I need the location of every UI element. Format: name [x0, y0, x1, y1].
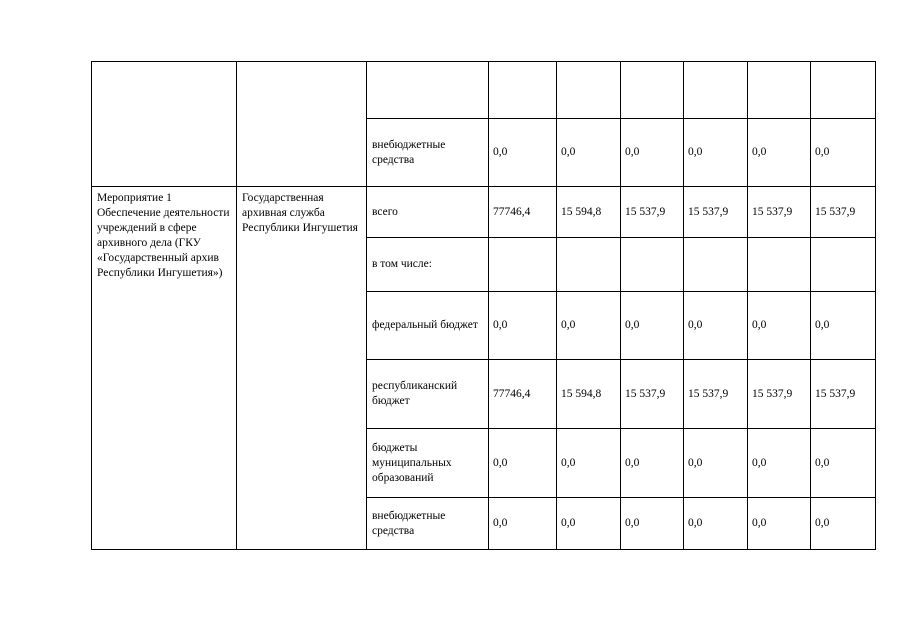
value-cell: 15 537,9 [621, 187, 684, 238]
value-cell: 0,0 [748, 498, 811, 550]
value-cell [684, 62, 748, 119]
continuation-source-cell [367, 62, 489, 119]
funding-source-label: всего [367, 187, 489, 238]
value-cell: 0,0 [684, 292, 748, 360]
value-cell [489, 62, 557, 119]
value-cell: 0,0 [557, 429, 621, 498]
value-cell: 15 594,8 [557, 360, 621, 429]
value-cell: 0,0 [748, 119, 811, 187]
funding-table [91, 61, 876, 550]
funding-source-label: федеральный бюджет [367, 292, 489, 360]
funding-source-label: в том числе: [367, 238, 489, 292]
value-cell: 0,0 [684, 498, 748, 550]
value-cell: 0,0 [811, 498, 876, 550]
value-cell: 77746,4 [489, 187, 557, 238]
value-cell: 15 537,9 [748, 360, 811, 429]
continuation-blank-row [92, 62, 876, 119]
value-cell: 0,0 [748, 429, 811, 498]
executor-cell: Государственная архивная служба Республики Ингушетия [237, 187, 367, 550]
value-cell [748, 238, 811, 292]
value-cell: 15 537,9 [684, 360, 748, 429]
value-cell [811, 238, 876, 292]
value-cell [684, 238, 748, 292]
value-cell: 0,0 [621, 498, 684, 550]
value-cell: 0,0 [557, 292, 621, 360]
value-cell: 0,0 [489, 119, 557, 187]
value-cell: 77746,4 [489, 360, 557, 429]
value-cell [557, 62, 621, 119]
value-cell [489, 238, 557, 292]
value-cell: 0,0 [621, 119, 684, 187]
value-cell: 0,0 [489, 429, 557, 498]
funding-source-label: внебюджетные средства [367, 498, 489, 550]
value-cell: 0,0 [621, 429, 684, 498]
value-cell: 0,0 [811, 292, 876, 360]
value-cell: 15 537,9 [811, 187, 876, 238]
funding-source-label: республиканский бюджет [367, 360, 489, 429]
value-cell: 15 537,9 [811, 360, 876, 429]
value-cell: 0,0 [557, 498, 621, 550]
value-cell: 0,0 [811, 119, 876, 187]
value-cell [557, 238, 621, 292]
funding-source-label: внебюджетные средства [367, 119, 489, 187]
value-cell: 0,0 [684, 429, 748, 498]
value-cell [811, 62, 876, 119]
continuation-activity-cell [92, 62, 237, 187]
value-cell: 0,0 [557, 119, 621, 187]
value-cell: 0,0 [621, 292, 684, 360]
value-cell [748, 62, 811, 119]
activity-title-cell: Мероприятие 1 Обеспечение деятельности учреждений в сфере архивного дела (ГКУ «Государственный архив Республики Ингушетия») [92, 187, 237, 550]
continuation-executor-cell [237, 62, 367, 187]
funding-source-label: бюджеты муниципальных образований [367, 429, 489, 498]
value-cell: 0,0 [489, 292, 557, 360]
value-cell: 0,0 [489, 498, 557, 550]
table-row [92, 187, 876, 238]
value-cell: 0,0 [684, 119, 748, 187]
value-cell: 0,0 [811, 429, 876, 498]
value-cell: 15 594,8 [557, 187, 621, 238]
value-cell [621, 238, 684, 292]
value-cell: 15 537,9 [684, 187, 748, 238]
value-cell: 0,0 [748, 292, 811, 360]
value-cell: 15 537,9 [621, 360, 684, 429]
value-cell [621, 62, 684, 119]
value-cell: 15 537,9 [748, 187, 811, 238]
